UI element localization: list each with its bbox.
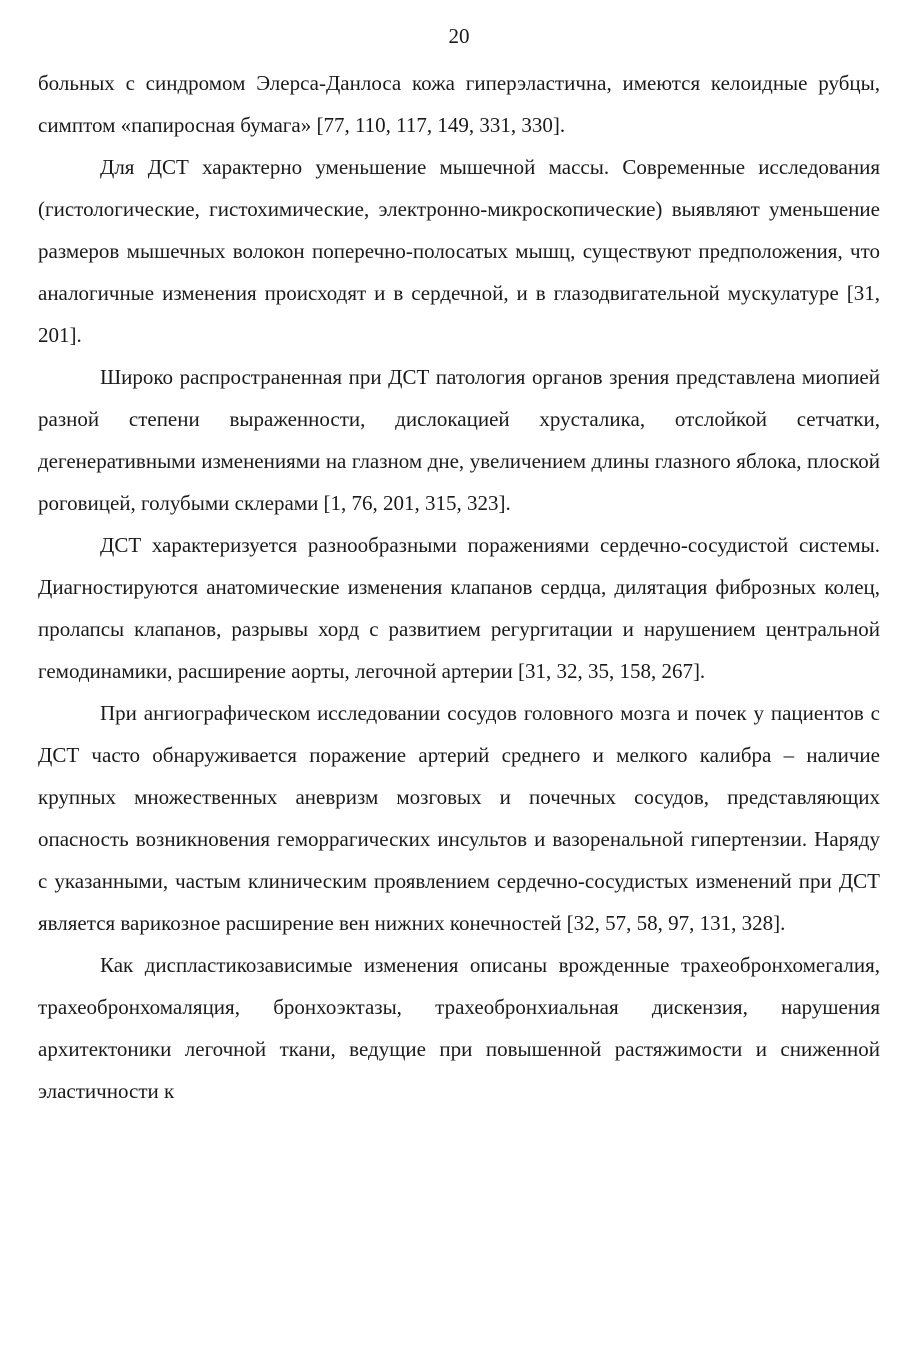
paragraph-vision-pathology: Широко распространенная при ДСТ патология органов зрения представлена миопией разной степени выраженности, дислокацией хрусталика, отслойкой сетчатки, дегенеративными изменениями на глазном дне, увеличением длины глазного яблока, плоской роговицей, голубыми склерами [1, 76, 201, 315, 323]. <box>38 365 880 515</box>
paragraph-angiography: При ангиографическом исследовании сосудов головного мозга и почек у пациентов с ДСТ часто обнаруживается поражение артерий среднего и мелкого калибра – наличие крупных множественных аневризм мозговых и почечных сосудов, представляющих опасность возникновения геморрагических инсультов и вазоренальной гипертензии. Наряду с указанными, частым клиническим проявлением сердечно-сосудистых изменений при ДСТ является варикозное расширение вен нижних конечностей [32, 57, 58, 97, 131, 328]. <box>38 701 880 935</box>
page-number: 20 <box>448 24 470 48</box>
paragraph-muscle-mass: Для ДСТ характерно уменьшение мышечной массы. Современные исследования (гистологические, гистохимические, электронно-микроскопические) выявляют уменьшение размеров мышечных волокон поперечно-полосатых мышц, существуют предположения, что аналогичные изменения происходят и в сердечной, и в глазодвигательной мускулатуре [31, 201]. <box>38 155 880 347</box>
paragraph-cardiovascular: ДСТ характеризуется разнообразными поражениями сердечно-сосудистой системы. Диагностируются анатомические изменения клапанов сердца, дилятация фиброзных колец, пролапсы клапанов, разрывы хорд с развитием регургитации и нарушением центральной гемодинамики, расширение аорты, легочной артерии [31, 32, 35, 158, 267]. <box>38 533 880 683</box>
paragraph-continuation: больных с синдромом Элерса-Данлоса кожа гиперэластична, имеются келоидные рубцы, симптом «папиросная бумага» [77, 110, 117, 149, 331, 330]. <box>38 71 880 137</box>
paragraph-tracheobronchial: Как диспластикозависимые изменения описаны врожденные трахеобронхомегалия, трахеобронхомаляция, бронхоэктазы, трахеобронхиальная дискензия, нарушения архитектоники легочной ткани, ведущие при повышенной растяжимости и сниженной эластичности к <box>38 953 880 1103</box>
document-page <box>38 22 880 1112</box>
